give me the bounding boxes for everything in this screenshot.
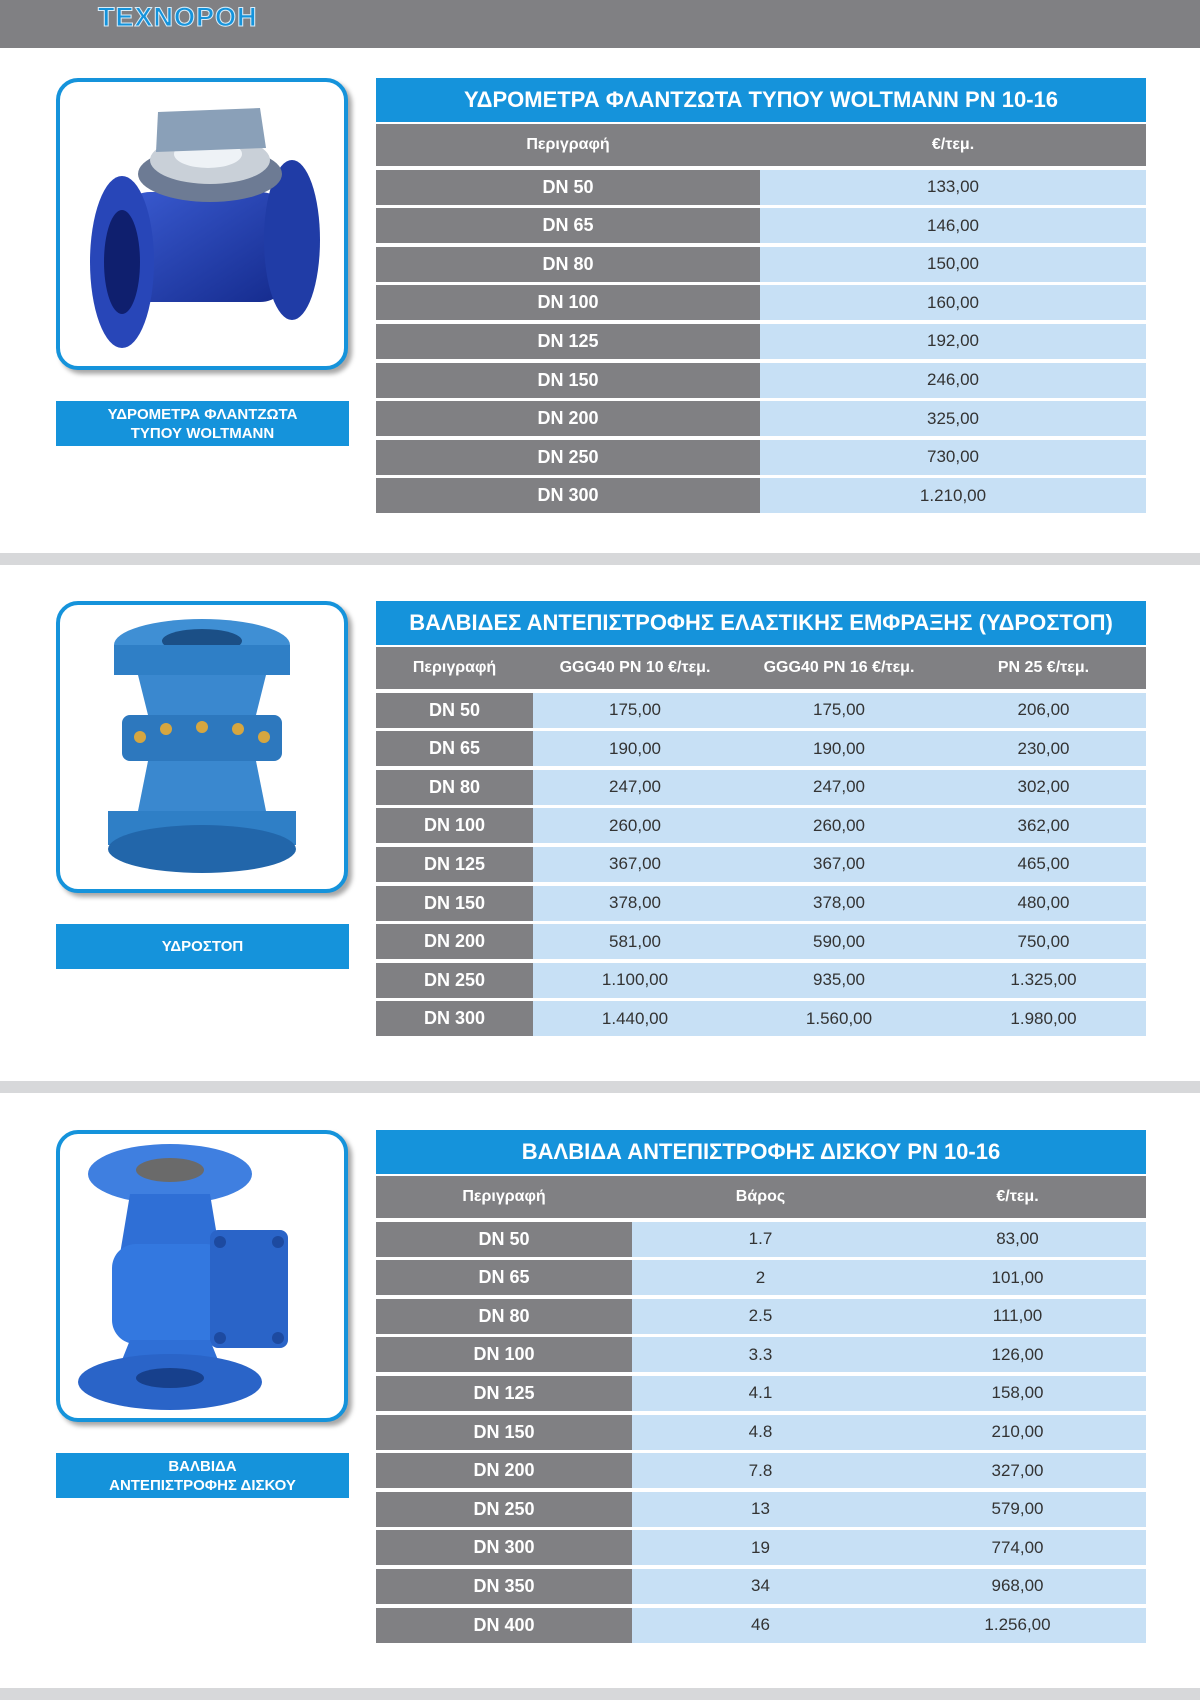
- column-header: €/τεμ.: [931, 136, 975, 153]
- price-cell: 175,00: [533, 693, 737, 728]
- price-cell: 1.256,00: [889, 1608, 1146, 1643]
- price-cell: 13: [632, 1492, 889, 1527]
- table-row: [376, 1530, 1146, 1565]
- section-divider: [0, 553, 1200, 565]
- price-cell: 1.560,00: [737, 1001, 941, 1036]
- price-table-disc-check-valve: [376, 1130, 1146, 1643]
- brand-logo: ΤΕΧΝΟΡΟΗ: [98, 2, 258, 32]
- table-row: [376, 963, 1146, 998]
- row-label: DN 100: [376, 808, 533, 843]
- product-photo-disc-check-valve: [56, 1130, 348, 1422]
- table-row: [376, 247, 1146, 282]
- column-header: PN 25 €/τεμ.: [997, 659, 1090, 676]
- product-caption-disc-check-valve: [56, 1453, 349, 1498]
- row-label: DN 400: [376, 1608, 632, 1643]
- section-divider: [0, 1081, 1200, 1093]
- price-cell: 367,00: [737, 847, 941, 882]
- row-label: DN 200: [376, 924, 533, 959]
- table-body: [376, 170, 1146, 514]
- row-label: DN 150: [376, 1415, 632, 1450]
- price-cell: 111,00: [889, 1299, 1146, 1334]
- price-cell: 34: [632, 1569, 889, 1604]
- table-title: ΥΔΡΟΜΕΤΡΑ ΦΛΑΝΤΖΩΤΑ ΤΥΠΟΥ WOLTMANN PN 10-16: [376, 78, 1146, 122]
- table-row: [376, 1001, 1146, 1036]
- price-cell: 590,00: [737, 924, 941, 959]
- table-row: [376, 770, 1146, 805]
- price-cell: 210,00: [889, 1415, 1146, 1450]
- row-label: DN 50: [376, 1222, 632, 1257]
- water-meter-icon: [60, 82, 344, 366]
- product-photo-hydrostop: [56, 601, 348, 893]
- price-cell: 378,00: [533, 886, 737, 921]
- table-row: [376, 401, 1146, 436]
- row-label: DN 100: [376, 1337, 632, 1372]
- column-header: GGG40 PN 16 €/τεμ.: [763, 659, 915, 676]
- row-label: DN 65: [376, 731, 533, 766]
- column-header: Βάρος: [735, 1188, 786, 1205]
- price-cell: 260,00: [737, 808, 941, 843]
- caption-line: ΑΝΤΕΠΙΣΤΡΟΦΗΣ ΔΙΣΚΟΥ: [109, 1476, 296, 1494]
- product-caption-hydrostop: [56, 924, 349, 969]
- table-header: [376, 1176, 1146, 1218]
- price-cell: 367,00: [533, 847, 737, 882]
- column-header: Περιγραφή: [412, 659, 497, 676]
- row-label: DN 300: [376, 478, 760, 513]
- table-row: [376, 1453, 1146, 1488]
- price-cell: 4.1: [632, 1376, 889, 1411]
- price-cell: 1.980,00: [941, 1001, 1146, 1036]
- price-cell: 302,00: [941, 770, 1146, 805]
- price-cell: 247,00: [737, 770, 941, 805]
- price-cell: 2.5: [632, 1299, 889, 1334]
- price-cell: 579,00: [889, 1492, 1146, 1527]
- row-label: DN 200: [376, 1453, 632, 1488]
- price-cell: 774,00: [889, 1530, 1146, 1565]
- price-cell: 3.3: [632, 1337, 889, 1372]
- row-label: DN 200: [376, 401, 760, 436]
- table-row: [376, 363, 1146, 398]
- price-cell: 730,00: [760, 440, 1146, 475]
- price-cell: 190,00: [533, 731, 737, 766]
- price-cell: 2: [632, 1260, 889, 1295]
- table-row: [376, 208, 1146, 243]
- row-label: DN 80: [376, 247, 760, 282]
- row-label: DN 50: [376, 693, 533, 728]
- table-body: [376, 693, 1146, 1037]
- price-cell: 83,00: [889, 1222, 1146, 1257]
- product-caption-water-meter: [56, 401, 349, 446]
- table-row: [376, 1415, 1146, 1450]
- table-row: [376, 1492, 1146, 1527]
- table-row: [376, 1260, 1146, 1295]
- price-cell: 935,00: [737, 963, 941, 998]
- price-table-water-meters: [376, 78, 1146, 513]
- product-photo-water-meter: [56, 78, 348, 370]
- disc-check-valve-icon: [60, 1134, 344, 1418]
- price-cell: 1.440,00: [533, 1001, 737, 1036]
- price-cell: 46: [632, 1608, 889, 1643]
- price-cell: 230,00: [941, 731, 1146, 766]
- table-row: [376, 170, 1146, 205]
- table-row: [376, 285, 1146, 320]
- row-label: DN 250: [376, 440, 760, 475]
- table-row: [376, 1608, 1146, 1643]
- price-cell: 150,00: [760, 247, 1146, 282]
- price-cell: 160,00: [760, 285, 1146, 320]
- price-cell: 1.7: [632, 1222, 889, 1257]
- table-row: [376, 1299, 1146, 1334]
- hydrostop-valve-icon: [60, 605, 344, 889]
- table-title: ΒΑΛΒΙΔΕΣ ΑΝΤΕΠΙΣΤΡΟΦΗΣ ΕΛΑΣΤΙΚΗΣ ΕΜΦΡΑΞΗΣ (ΥΔΡΟΣΤΟΠ): [376, 601, 1146, 645]
- caption-line: ΥΔΡΟΣΤΟΠ: [161, 938, 244, 955]
- price-cell: 246,00: [760, 363, 1146, 398]
- price-cell: 158,00: [889, 1376, 1146, 1411]
- table-row: [376, 924, 1146, 959]
- table-body: [376, 1222, 1146, 1643]
- row-label: DN 300: [376, 1001, 533, 1036]
- price-cell: 480,00: [941, 886, 1146, 921]
- row-label: DN 250: [376, 1492, 632, 1527]
- row-label: DN 250: [376, 963, 533, 998]
- price-cell: 175,00: [737, 693, 941, 728]
- price-cell: 362,00: [941, 808, 1146, 843]
- price-table-hydrostop: [376, 601, 1146, 1036]
- price-cell: 1.210,00: [760, 478, 1146, 513]
- row-label: DN 125: [376, 1376, 632, 1411]
- table-header: [376, 124, 1146, 166]
- table-row: [376, 693, 1146, 728]
- price-cell: 1.325,00: [941, 963, 1146, 998]
- caption-line: ΤΥΠΟΥ WOLTMANN: [130, 424, 275, 442]
- price-cell: 581,00: [533, 924, 737, 959]
- caption-line: ΒΑΛΒΙΔΑ: [168, 1457, 237, 1475]
- row-label: DN 150: [376, 363, 760, 398]
- row-label: DN 50: [376, 170, 760, 205]
- table-row: [376, 478, 1146, 513]
- row-label: DN 125: [376, 847, 533, 882]
- table-row: [376, 440, 1146, 475]
- table-title: ΒΑΛΒΙΔΑ ΑΝΤΕΠΙΣΤΡΟΦΗΣ ΔΙΣΚΟΥ PN 10-16: [376, 1130, 1146, 1174]
- row-label: DN 65: [376, 208, 760, 243]
- table-row: [376, 1376, 1146, 1411]
- price-cell: 146,00: [760, 208, 1146, 243]
- price-cell: 206,00: [941, 693, 1146, 728]
- price-cell: 465,00: [941, 847, 1146, 882]
- table-row: [376, 324, 1146, 359]
- caption-line: ΥΔΡΟΜΕΤΡΑ ΦΛΑΝΤΖΩΤΑ: [107, 405, 298, 423]
- price-cell: 378,00: [737, 886, 941, 921]
- row-label: DN 80: [376, 770, 533, 805]
- row-label: DN 100: [376, 285, 760, 320]
- table-row: [376, 886, 1146, 921]
- table-row: [376, 1337, 1146, 1372]
- top-bar: [0, 0, 1200, 48]
- table-row: [376, 1222, 1146, 1257]
- column-header: €/τεμ.: [996, 1188, 1039, 1205]
- price-cell: 750,00: [941, 924, 1146, 959]
- table-row: [376, 808, 1146, 843]
- table-header: [376, 647, 1146, 689]
- table-row: [376, 847, 1146, 882]
- column-header: Περιγραφή: [462, 1188, 546, 1205]
- price-cell: 325,00: [760, 401, 1146, 436]
- price-cell: 1.100,00: [533, 963, 737, 998]
- row-label: DN 125: [376, 324, 760, 359]
- price-cell: 19: [632, 1530, 889, 1565]
- row-label: DN 150: [376, 886, 533, 921]
- row-label: DN 80: [376, 1299, 632, 1334]
- price-cell: 190,00: [737, 731, 941, 766]
- price-cell: 260,00: [533, 808, 737, 843]
- column-header: Περιγραφή: [526, 136, 610, 153]
- row-label: DN 65: [376, 1260, 632, 1295]
- price-cell: 192,00: [760, 324, 1146, 359]
- price-cell: 101,00: [889, 1260, 1146, 1295]
- column-header: GGG40 PN 10 €/τεμ.: [559, 659, 711, 676]
- price-cell: 247,00: [533, 770, 737, 805]
- price-cell: 126,00: [889, 1337, 1146, 1372]
- price-cell: 7.8: [632, 1453, 889, 1488]
- price-cell: 968,00: [889, 1569, 1146, 1604]
- row-label: DN 300: [376, 1530, 632, 1565]
- row-label: DN 350: [376, 1569, 632, 1604]
- table-row: [376, 1569, 1146, 1604]
- price-cell: 133,00: [760, 170, 1146, 205]
- table-row: [376, 731, 1146, 766]
- price-cell: 327,00: [889, 1453, 1146, 1488]
- price-cell: 4.8: [632, 1415, 889, 1450]
- section-divider: [0, 1688, 1200, 1700]
